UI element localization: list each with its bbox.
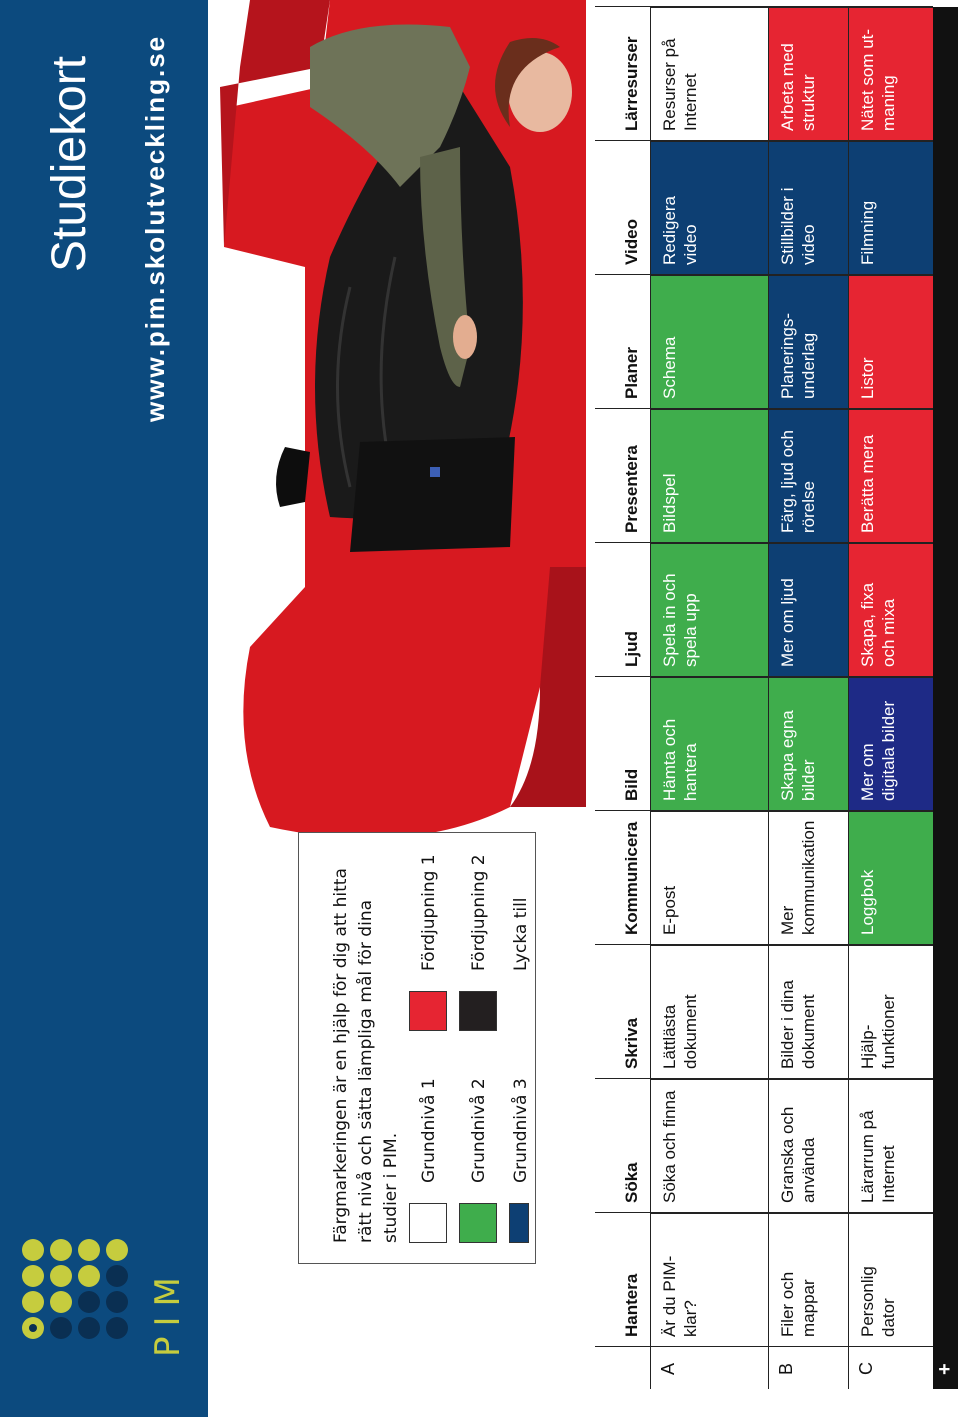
logo-dot [50, 1317, 72, 1339]
swatch-fordjupning-1 [409, 991, 447, 1031]
legend-label-grundniva-3: Grundnivå 3 [511, 1078, 531, 1183]
logo-dot [106, 1239, 128, 1261]
table-cell[interactable]: Söka och finna [650, 1079, 768, 1213]
column-divider [595, 542, 933, 543]
table-cell[interactable]: Resurser på Internet [650, 7, 768, 141]
table-cell[interactable]: Bildspel [650, 409, 768, 543]
legend-intro: Färgmarkeringen är en hjälp för dig att hitta rätt nivå och sätta lämpliga mål för dina studier i PIM. [331, 868, 401, 1243]
table-cell[interactable]: Filmning [848, 141, 933, 275]
column-header-planer: Planer [595, 275, 650, 409]
table-cell[interactable]: Listor [848, 275, 933, 409]
logo-text: PIM [148, 1267, 188, 1357]
row-divider [768, 7, 769, 1389]
column-header-soka: Söka [595, 1079, 650, 1213]
brand-title: Studiekort [43, 55, 96, 272]
table-cell[interactable]: Redigera video [650, 141, 768, 275]
table-cell[interactable]: Mer kommunikation [768, 811, 848, 945]
table-cell[interactable]: Skapa, fixa och mixa [848, 543, 933, 677]
row-divider [848, 7, 849, 1389]
swatch-grundniva-1 [409, 1203, 447, 1243]
table-cell[interactable]: Personlig dator [848, 1213, 933, 1347]
logo-dot [50, 1291, 72, 1313]
column-header-larresurser: Lärresurser [595, 7, 650, 141]
table-cell[interactable]: Skapa egna bilder [768, 677, 848, 811]
study-table [595, 10, 958, 1389]
logo-dot-center [29, 1324, 37, 1332]
column-divider [595, 140, 933, 141]
table-cell[interactable]: Bilder i dina dokument [768, 945, 848, 1079]
logo-dot [106, 1265, 128, 1287]
table-cell[interactable]: Hjälp-funktioner [848, 945, 933, 1079]
column-divider [595, 676, 933, 677]
swatch-grundniva-2 [459, 1203, 497, 1243]
logo-dot [22, 1239, 44, 1261]
row-divider [650, 7, 651, 1389]
photo-woman-on-red-sofa [210, 0, 586, 947]
row-label-c: C [856, 1362, 876, 1375]
swatch-fordjupning-2 [459, 991, 497, 1031]
legend-label-lycka-till: Lycka till [511, 897, 531, 971]
table-cell[interactable]: Lättlästa dokument [650, 945, 768, 1079]
legend-label-grundniva-2: Grundnivå 2 [469, 1078, 489, 1183]
column-header-video: Video [595, 141, 650, 275]
logo-dot [50, 1239, 72, 1261]
column-divider [595, 1078, 933, 1079]
table-cell[interactable]: Loggbok [848, 811, 933, 945]
column-divider [595, 1212, 933, 1213]
brand-band [0, 0, 208, 1417]
logo-dot [50, 1265, 72, 1287]
logo-dot [106, 1317, 128, 1339]
table-cell[interactable]: Planerings-underlag [768, 275, 848, 409]
column-divider [595, 1346, 933, 1347]
row-label-b: B [776, 1362, 796, 1375]
column-header-skriva: Skriva [595, 945, 650, 1079]
table-cell[interactable]: Spela in och spela upp [650, 543, 768, 677]
column-header-kommunicera: Kommunicera [595, 811, 650, 945]
table-cell[interactable]: Lärarrum på Internet [848, 1079, 933, 1213]
column-header-bild: Bild [595, 677, 650, 811]
table-cell[interactable]: Arbeta med struktur [768, 7, 848, 141]
table-cell[interactable]: Filer och mappar [768, 1213, 848, 1347]
logo-dot [106, 1291, 128, 1313]
table-cell[interactable]: Mer om digitala bilder [848, 677, 933, 811]
table-cell[interactable]: Schema [650, 275, 768, 409]
logo-dot [78, 1317, 100, 1339]
column-divider [595, 944, 933, 945]
table-cell[interactable]: E-post [650, 811, 768, 945]
logo-dot [78, 1265, 100, 1287]
table-footer-bar [933, 7, 958, 1389]
swatch-grundniva-3 [509, 1203, 529, 1243]
column-header-presentera: Presentera [595, 409, 650, 543]
legend-label-grundniva-1: Grundnivå 1 [419, 1078, 439, 1183]
table-cell[interactable]: Färg, ljud och rörelse [768, 409, 848, 543]
column-divider [595, 810, 933, 811]
plus-icon: + [934, 1363, 956, 1375]
column-divider [595, 6, 933, 7]
table-cell[interactable]: Stillbilder i video [768, 141, 848, 275]
color-legend [298, 832, 536, 1264]
column-header-ljud: Ljud [595, 543, 650, 677]
table-cell[interactable]: Hämta och hantera [650, 677, 768, 811]
logo-dot [22, 1291, 44, 1313]
table-cell[interactable]: Berätta mera [848, 409, 933, 543]
logo-dot [78, 1291, 100, 1313]
table-cell[interactable]: Mer om ljud [768, 543, 848, 677]
logo-dot [78, 1239, 100, 1261]
table-cell[interactable]: Nätet som ut-maning [848, 7, 933, 141]
table-cell[interactable]: Är du PIM-klar? [650, 1213, 768, 1347]
brand-url[interactable]: www.pim.skolutveckling.se [140, 34, 170, 422]
logo-dots-icon [22, 1243, 142, 1339]
table-cell[interactable]: Granska och använda [768, 1079, 848, 1213]
column-divider [595, 274, 933, 275]
row-label-a: A [658, 1362, 678, 1375]
column-divider [595, 408, 933, 409]
legend-label-fordjupning-2: Fördjupning 2 [469, 854, 489, 971]
column-header-hantera: Hantera [595, 1213, 650, 1347]
legend-label-fordjupning-1: Fördjupning 1 [419, 854, 439, 971]
logo-dot [22, 1265, 44, 1287]
